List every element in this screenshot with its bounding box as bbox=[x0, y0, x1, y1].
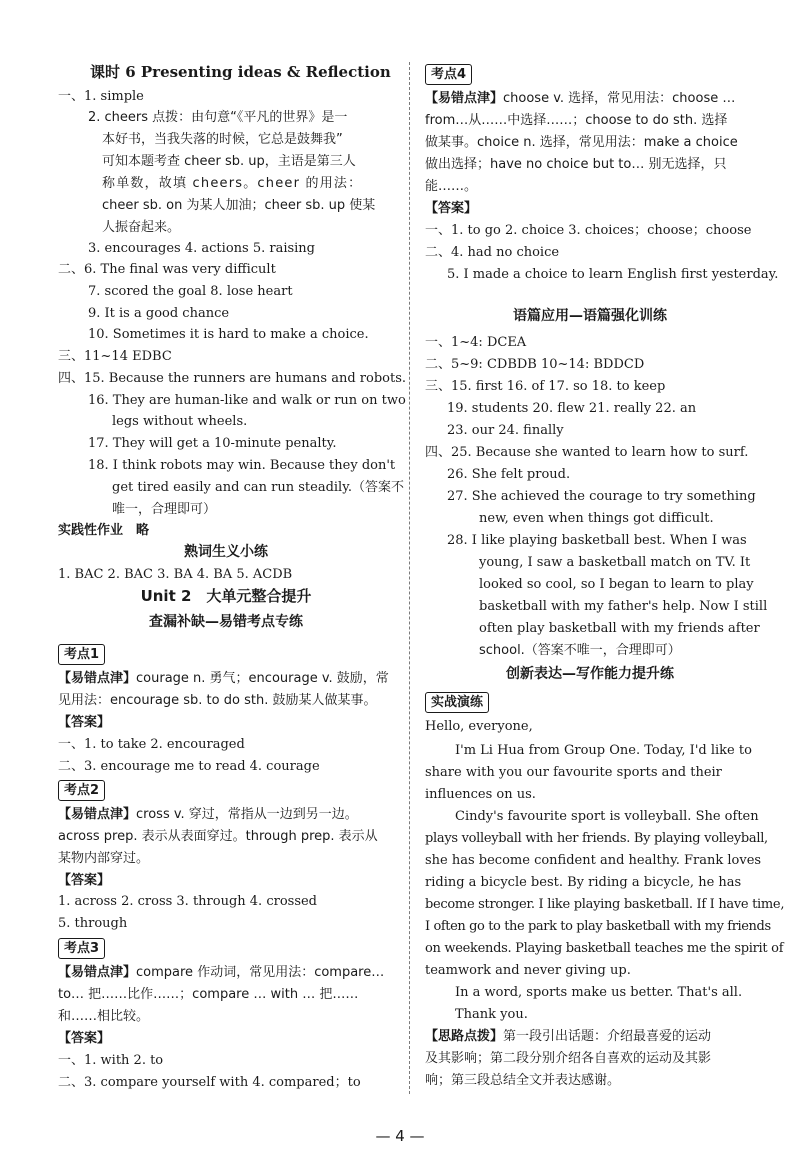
kd1-answer-head: 【答案】 bbox=[58, 715, 111, 730]
reading-item: young, I saw a basketball match on TV. It bbox=[479, 555, 751, 570]
kd1-answer: 二、3. encourage me to read 4. courage bbox=[58, 759, 320, 774]
reading-item: 四、25. Because she wanted to learn how to surf. bbox=[425, 445, 749, 460]
thinking-head: 【思路点拨】 bbox=[425, 1029, 504, 1044]
essay-line: riding a bicycle best. By riding a bicycle, he has bbox=[425, 875, 742, 890]
kd3-tip-head: 【易错点津】 bbox=[58, 965, 137, 980]
kd2-tip-line: cross v. 穿过，常指从一边到另一边。 bbox=[136, 807, 358, 822]
kd3-answer: 一、1. with 2. to bbox=[58, 1053, 164, 1068]
kd4-answer: 5. I made a choice to learn English first yesterday. bbox=[447, 267, 779, 282]
thinking-line: 响；第三段总结全文并表达感谢。 bbox=[425, 1073, 621, 1088]
lesson-item: 7. scored the goal 8. lose heart bbox=[88, 284, 293, 299]
reading-item: 23. our 24. finally bbox=[447, 423, 564, 438]
practice-label: 实战演练 bbox=[425, 692, 489, 713]
thinking-line: 第一段引出话题：介绍最喜爱的运动 bbox=[503, 1029, 712, 1044]
kd4-tip-line: 能……。 bbox=[425, 179, 478, 194]
reading-item: 26. She felt proud. bbox=[447, 467, 571, 482]
kd4-answer: 二、4. had no choice bbox=[425, 245, 560, 260]
lesson-item: get tired easily and can run steadily.（答案不 bbox=[112, 480, 404, 495]
lesson-item: 18. I think robots may win. Because they don't bbox=[88, 458, 396, 473]
kd3-tip-line: compare 作动词，常见用法：compare… bbox=[136, 965, 385, 980]
kd1-answer: 一、1. to take 2. encouraged bbox=[58, 737, 245, 752]
essay-line: Cindy's favourite sport is volleyball. She often bbox=[455, 809, 759, 824]
kd1-tip bbox=[58, 668, 389, 689]
reading-item: 28. I like playing basketball best. When I was bbox=[447, 533, 747, 548]
reading-item: 三、15. first 16. of 17. so 18. to keep bbox=[425, 379, 666, 394]
reading-item: 19. students 20. flew 21. really 22. an bbox=[447, 401, 697, 416]
writing-title: 创新表达—写作能力提升练 bbox=[506, 666, 674, 682]
kd4-answer-head: 【答案】 bbox=[425, 201, 478, 216]
reading-item: 一、1~4: DCEA bbox=[425, 335, 527, 350]
lesson-item: 2. cheers 点拨：由句意“《平凡的世界》是一 bbox=[88, 110, 348, 125]
review-title: 查漏补缺—易错考点专练 bbox=[149, 614, 303, 630]
lesson-item: 10. Sometimes it is hard to make a choice. bbox=[88, 327, 369, 342]
lesson-item: 可知本题考查 cheer sb. up，主语是第三人 bbox=[102, 154, 356, 169]
kd1-tip-line: courage n. 勇气；encourage v. 鼓励，常 bbox=[136, 671, 389, 686]
kd2-tip bbox=[58, 804, 358, 825]
kd4-tip bbox=[425, 88, 735, 109]
essay-line: share with you our favourite sports and their bbox=[425, 765, 722, 780]
lesson-item: 二、6. The final was very difficult bbox=[58, 262, 276, 277]
lesson-item: 3. encourages 4. actions 5. raising bbox=[88, 241, 315, 256]
kd3-label: 考点3 bbox=[58, 938, 105, 959]
kd4-tip-head: 【易错点津】 bbox=[425, 91, 504, 106]
lesson-item: 人振奋起来。 bbox=[102, 220, 181, 235]
reading-item: 二、5~9: CDBDB 10~14: BDDCD bbox=[425, 357, 645, 372]
lesson-item: 16. They are human-like and walk or run on two bbox=[88, 393, 406, 408]
vocab-answers: 1. BAC 2. BAC 3. BA 4. BA 5. ACDB bbox=[58, 567, 293, 582]
essay-line: become stronger. I like playing basketball. If I have time, bbox=[425, 897, 785, 912]
lesson-item: 称单数，故填 cheers。cheer 的用法： bbox=[102, 176, 363, 191]
essay-line: I often go to the park to play basketball with my friends bbox=[425, 919, 771, 934]
reading-item: often play basketball with my friends after bbox=[479, 621, 760, 636]
lesson-item: 三、11~14 EDBC bbox=[58, 349, 172, 364]
lesson-item: 本好书，当我失落的时候，它总是鼓舞我” bbox=[102, 132, 343, 147]
essay-line: influences on us. bbox=[425, 787, 536, 802]
essay-line: In a word, sports make us better. That's all. bbox=[455, 985, 743, 1000]
essay-line: I'm Li Hua from Group One. Today, I'd like to bbox=[455, 743, 752, 758]
page-number: — 4 — bbox=[375, 1127, 425, 1145]
lesson-item: legs without wheels. bbox=[112, 414, 248, 429]
kd1-tip-line: 见用法：encourage sb. to do sth. 鼓励某人做某事。 bbox=[58, 693, 377, 708]
unit-title: Unit 2 大单元整合提升 bbox=[140, 587, 312, 605]
kd1-label: 考点1 bbox=[58, 644, 105, 665]
kd3-tip-line: to… 把……比作……；compare … with … 把…… bbox=[58, 987, 359, 1002]
essay-line: she has become confident and healthy. Frank loves bbox=[425, 853, 762, 868]
practice-homework: 实践性作业 略 bbox=[58, 523, 150, 538]
kd4-tip-line: 做出选择；have no choice but to… 别无选择，只 bbox=[425, 157, 727, 172]
essay-line: Thank you. bbox=[455, 1007, 528, 1022]
kd4-answer: 一、1. to go 2. choice 3. choices；choose；choose bbox=[425, 223, 752, 238]
column-divider bbox=[409, 62, 410, 1094]
reading-item: looked so cool, so I began to learn to play bbox=[479, 577, 754, 592]
lesson-item: cheer sb. on 为某人加油；cheer sb. up 使某 bbox=[102, 198, 376, 213]
kd3-answer: 二、3. compare yourself with 4. compared；to bbox=[58, 1075, 361, 1090]
kd2-label: 考点2 bbox=[58, 780, 105, 801]
reading-item: new, even when things got difficult. bbox=[479, 511, 714, 526]
vocab-title: 熟词生义小练 bbox=[184, 544, 268, 560]
lesson-item: 9. It is a good chance bbox=[88, 306, 230, 321]
reading-item: school.（答案不唯一，合理即可） bbox=[479, 643, 681, 658]
lesson-item: 17. They will get a 10-minute penalty. bbox=[88, 436, 337, 451]
kd3-answer-head: 【答案】 bbox=[58, 1031, 111, 1046]
essay-line: on weekends. Playing basketball teaches me the spirit of bbox=[425, 941, 784, 956]
lesson-item: 四、15. Because the runners are humans and robots. bbox=[58, 371, 407, 386]
kd2-answer-head: 【答案】 bbox=[58, 873, 111, 888]
lesson-item: 唯一，合理即可） bbox=[112, 502, 217, 517]
kd3-tip-line: 和……相比较。 bbox=[58, 1009, 150, 1024]
lesson-item: 一、1. simple bbox=[58, 89, 144, 104]
kd4-tip-line: 做某事。choice n. 选择，常见用法：make a choice bbox=[425, 135, 738, 150]
reading-item: 27. She achieved the courage to try something bbox=[447, 489, 756, 504]
kd2-answer: 1. across 2. cross 3. through 4. crossed bbox=[58, 894, 318, 909]
kd4-tip-line: choose v. 选择，常见用法：choose … bbox=[503, 91, 736, 106]
kd2-tip-line: across prep. 表示从表面穿过。through prep. 表示从 bbox=[58, 829, 378, 844]
kd4-label: 考点4 bbox=[425, 64, 472, 85]
lesson-title: 课时 6 Presenting ideas & Reflection bbox=[90, 63, 391, 81]
thinking-line: 及其影响；第二段分别介绍各自喜欢的运动及其影 bbox=[425, 1051, 712, 1066]
kd4-tip-line: from…从……中选择……；choose to do sth. 选择 bbox=[425, 113, 728, 128]
kd2-tip-line: 某物内部穿过。 bbox=[58, 851, 150, 866]
reading-title: 语篇应用—语篇强化训练 bbox=[513, 308, 667, 324]
kd1-tip-head: 【易错点津】 bbox=[58, 671, 137, 686]
reading-item: basketball with my father's help. Now I still bbox=[479, 599, 768, 614]
essay-line: Hello, everyone, bbox=[425, 719, 533, 734]
essay-line: plays volleyball with her friends. By playing volleyball, bbox=[425, 831, 768, 846]
kd2-tip-head: 【易错点津】 bbox=[58, 807, 137, 822]
kd2-answer: 5. through bbox=[58, 916, 128, 931]
essay-line: teamwork and never giving up. bbox=[425, 963, 631, 978]
kd3-tip bbox=[58, 962, 384, 983]
thinking-tip bbox=[425, 1026, 711, 1047]
